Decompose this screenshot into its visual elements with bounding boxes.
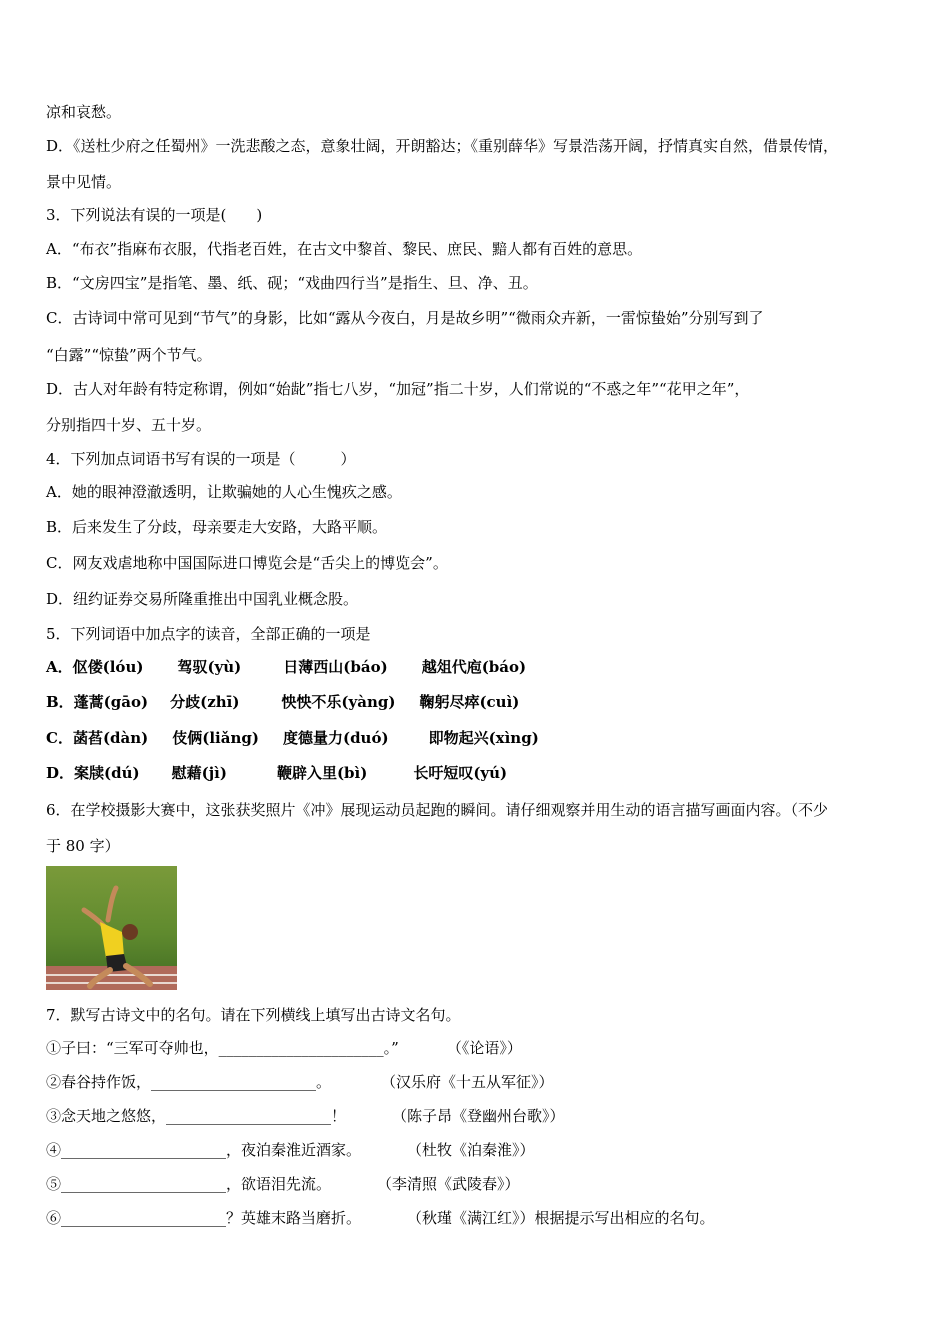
fill-blank-line xyxy=(46,1106,565,1126)
question-4-option-a: A．她的眼神澄澈透明，让欺骗她的人心生愧疚之感。 xyxy=(46,483,402,501)
option-item: B．蓬蒿(gāo) xyxy=(46,693,149,711)
fill-blank-source: （李清照《武陵春》） xyxy=(377,1175,520,1193)
question-4-title: 4．下列加点词语书写有误的一项是（ ） xyxy=(46,450,356,468)
fill-blank-source: （陈子昂《登幽州台歌》） xyxy=(392,1107,565,1125)
fill-blank-text: ②春谷持作饭，______________________。 xyxy=(46,1073,332,1091)
option-item: 越俎代庖(báo) xyxy=(421,658,527,676)
option-item: 鞭辟入里(bì) xyxy=(276,764,368,782)
text-line: 景中见情。 xyxy=(46,173,122,191)
sprinter-photo xyxy=(46,866,177,990)
option-item: C．菡萏(dàn) xyxy=(46,729,149,747)
option-item: 伎俩(liǎng) xyxy=(172,729,259,747)
sprinter-photo-image xyxy=(46,866,177,990)
question-4-option-c: C．网友戏虐地称中国国际进口博览会是“舌尖上的博览会”。 xyxy=(46,554,448,572)
question-3-option-b: B．“文房四宝”是指笔、墨、纸、砚；“戏曲四行当”是指生、旦、净、丑。 xyxy=(46,274,538,292)
fill-blank-text: ③念天地之悠悠，______________________！ xyxy=(46,1107,347,1125)
option-item: 鞠躬尽瘁(cuì) xyxy=(419,693,520,711)
option-item: 慰藉(jì) xyxy=(171,764,227,782)
fill-blank-source: （杜牧《泊秦淮》） xyxy=(407,1141,535,1159)
question-3-title: 3．下列说法有误的一项是( ) xyxy=(46,206,263,224)
question-4-option-b: B．后来发生了分歧，母亲要走大安路，大路平顺。 xyxy=(46,518,388,536)
fill-blank-line xyxy=(46,1140,535,1160)
question-5-option-a xyxy=(46,657,526,677)
fill-blank-line xyxy=(46,1038,522,1058)
option-item: 即物起兴(xìng) xyxy=(428,729,539,747)
fill-blank-line xyxy=(46,1072,554,1092)
option-item: 日薄西山(báo) xyxy=(283,658,388,676)
option-item: D．案牍(dú) xyxy=(46,764,140,782)
fill-blank-line xyxy=(46,1208,715,1228)
question-3-option-d: D．古人对年龄有特定称谓，例如“始龀”指七八岁，“加冠”指二十岁，人们常说的“不惑之年”“花甲之年”， xyxy=(46,380,750,398)
option-item: 怏怏不乐(yàng) xyxy=(281,693,396,711)
question-3-option-d-cont: 分别指四十岁、五十岁。 xyxy=(46,416,212,434)
option-d-line: D．《送杜少府之任蜀州》一洗悲酸之态，意象壮阔，开朗豁达；《重别薛华》写景浩荡开阔，抒情真实自然，借景传情， xyxy=(46,137,839,155)
question-3-option-a: A．“布衣”指麻布衣服，代指老百姓，在古文中黎首、黎民、庶民、黯人都有百姓的意思。 xyxy=(46,240,643,258)
option-item: 分歧(zhī) xyxy=(170,693,240,711)
fill-blank-source: （《论语》） xyxy=(446,1039,522,1057)
fill-blank-source: （汉乐府《十五从军征》） xyxy=(381,1073,554,1091)
question-6-title: 6．在学校摄影大赛中，这张获奖照片《冲》展现运动员起跑的瞬间。请仔细观察并用生动的语言描写画面内容。（不少 xyxy=(46,801,829,819)
question-5-title: 5．下列词语中加点字的读音，全部正确的一项是 xyxy=(46,625,371,643)
option-item: A．伛偻(lóu) xyxy=(46,658,144,676)
question-3-option-c: C．古诗词中常可见到“节气”的身影，比如“露从今夜白，月是故乡明”“微雨众卉新，一雷惊蛰始”分别写到了 xyxy=(46,309,764,327)
option-item: 度德量力(duó) xyxy=(282,729,389,747)
option-item: 长吁短叹(yú) xyxy=(413,764,508,782)
text-line: 凉和哀愁。 xyxy=(46,103,122,121)
question-5-option-d xyxy=(46,763,507,783)
fill-blank-text: ①子曰：“三军可夺帅也，______________________。” xyxy=(46,1039,399,1057)
question-3-option-c-cont: “白露”“惊蛰”两个节气。 xyxy=(46,346,212,364)
question-6-title-cont: 于 80 字） xyxy=(46,837,120,855)
fill-blank-text: ⑥______________________？英雄末路当磨折。 xyxy=(46,1209,362,1227)
option-item: 驾驭(yù) xyxy=(177,658,242,676)
question-7-title: 7．默写古诗文中的名句。请在下列横线上填写出古诗文名句。 xyxy=(46,1006,461,1024)
question-5-option-c xyxy=(46,728,539,748)
question-4-option-d: D．纽约证券交易所隆重推出中国乳业概念股。 xyxy=(46,590,359,608)
fill-blank-text: ④______________________，夜泊秦淮近酒家。 xyxy=(46,1141,362,1159)
fill-blank-text: ⑤______________________，欲语泪先流。 xyxy=(46,1175,332,1193)
fill-blank-source: （秋瑾《满江红》）根据提示写出相应的名句。 xyxy=(407,1209,715,1227)
question-5-option-b xyxy=(46,692,519,712)
fill-blank-line xyxy=(46,1174,520,1194)
